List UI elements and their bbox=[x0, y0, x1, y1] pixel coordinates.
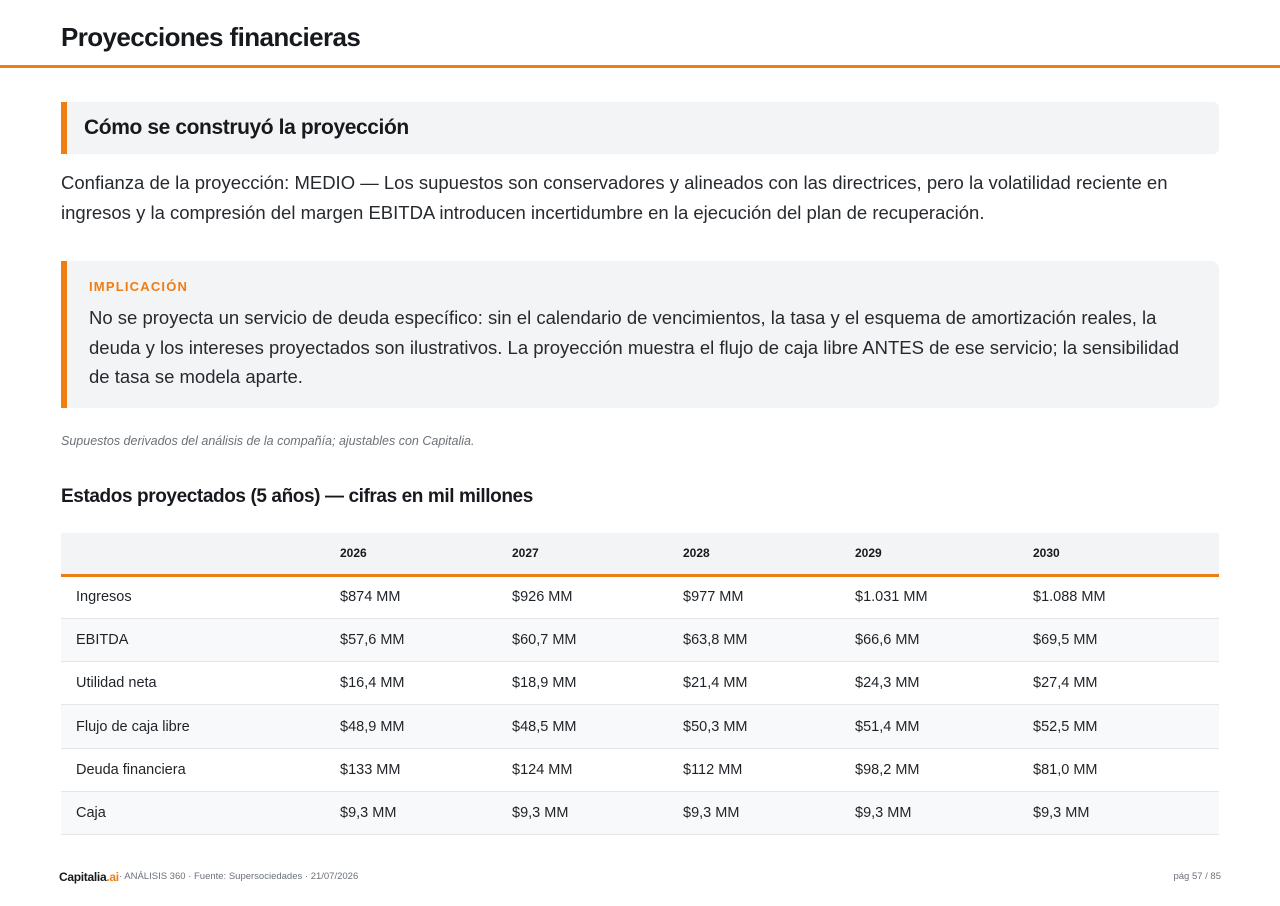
table-cell: $50,3 MM bbox=[683, 718, 748, 735]
header-cell-2027: 2027 bbox=[512, 533, 683, 575]
table-row bbox=[61, 575, 1219, 618]
table-cell: $977 MM bbox=[683, 589, 744, 606]
page-number: pág 57 / 85 bbox=[1173, 871, 1221, 882]
header-cell-2029: 2029 bbox=[855, 533, 1033, 575]
table-cell: $52,5 MM bbox=[1033, 718, 1098, 735]
section-heading-text: Cómo se construyó la proyección bbox=[84, 116, 409, 139]
table-cell: $21,4 MM bbox=[683, 675, 748, 692]
table-cell: $66,6 MM bbox=[855, 631, 920, 648]
table-cell: $9,3 MM bbox=[340, 805, 397, 822]
row-label: Ingresos bbox=[76, 589, 132, 606]
table-cell: $926 MM bbox=[512, 589, 573, 606]
table-cell: $24,3 MM bbox=[855, 675, 920, 692]
table-cell: $81,0 MM bbox=[1033, 761, 1098, 778]
table-cell: $133 MM bbox=[340, 761, 401, 778]
row-label: Caja bbox=[76, 805, 106, 822]
table-cell: $51,4 MM bbox=[855, 718, 920, 735]
table-cell: $27,4 MM bbox=[1033, 675, 1098, 692]
brand-suffix: .ai bbox=[106, 870, 119, 884]
table-cell: $874 MM bbox=[340, 589, 401, 606]
header-cell-2028: 2028 bbox=[683, 533, 855, 575]
table-cell: $63,8 MM bbox=[683, 631, 748, 648]
table-cell: $98,2 MM bbox=[855, 761, 920, 778]
section-heading bbox=[61, 102, 1219, 154]
table-cell: $48,5 MM bbox=[512, 718, 577, 735]
page-header bbox=[0, 0, 1280, 68]
table-header-row bbox=[61, 533, 1219, 575]
page-title: Proyecciones financieras bbox=[61, 22, 361, 52]
assumptions-note: Supuestos derivados del análisis de la compañía; ajustables con Capitalia. bbox=[61, 434, 475, 448]
confidence-statement: Confianza de la proyección: MEDIO — Los supuestos son conservadores y alineados con las directrices, pero la volatilidad reciente en ingresos y la compresión del margen EBITDA introducen incertidumbre en la ejecución del plan de recuperación. bbox=[61, 172, 1168, 223]
row-label: EBITDA bbox=[76, 631, 129, 648]
table-cell: $9,3 MM bbox=[1033, 805, 1090, 822]
table-row bbox=[61, 748, 1219, 791]
brand-logo bbox=[59, 870, 119, 884]
table-cell: $9,3 MM bbox=[512, 805, 569, 822]
row-label: Deuda financiera bbox=[76, 761, 186, 778]
table-cell: $1.031 MM bbox=[855, 589, 928, 606]
table-cell: $16,4 MM bbox=[340, 675, 405, 692]
table-row bbox=[61, 662, 1219, 705]
table-row bbox=[61, 705, 1219, 748]
table-cell: $69,5 MM bbox=[1033, 631, 1098, 648]
table-title: Estados proyectados (5 años) — cifras en mil millones bbox=[61, 486, 533, 507]
projections-table bbox=[61, 533, 1219, 835]
row-label: Utilidad neta bbox=[76, 675, 157, 692]
table-cell: $9,3 MM bbox=[855, 805, 912, 822]
row-label: Flujo de caja libre bbox=[76, 718, 190, 735]
brand-name: Capitalia bbox=[59, 870, 107, 884]
header-cell-2026: 2026 bbox=[340, 533, 512, 575]
table-row bbox=[61, 618, 1219, 661]
table-cell: $112 MM bbox=[683, 761, 743, 778]
callout-text: No se proyecta un servicio de deuda específico: sin el calendario de vencimientos, la tasa y el esquema de amortización reales, la deuda y los intereses proyectados son ilustrativos. La proyección muestra el flujo de caja libre ANTES de ese servicio; la sensibilidad de tasa se modela aparte. bbox=[89, 307, 1180, 387]
header-cell-label bbox=[61, 533, 340, 575]
table-cell: $124 MM bbox=[512, 761, 573, 778]
table-cell: $60,7 MM bbox=[512, 631, 577, 648]
page-footer bbox=[59, 870, 1221, 886]
table-cell: $9,3 MM bbox=[683, 805, 740, 822]
table-cell: $1.088 MM bbox=[1033, 589, 1106, 606]
callout-label: IMPLICACIÓN bbox=[89, 279, 189, 294]
implication-callout bbox=[61, 261, 1219, 408]
header-cell-2030: 2030 bbox=[1033, 533, 1219, 575]
table-row bbox=[61, 791, 1219, 834]
table-cell: $57,6 MM bbox=[340, 631, 405, 648]
table-cell: $48,9 MM bbox=[340, 718, 405, 735]
table-cell: $18,9 MM bbox=[512, 675, 577, 692]
footer-meta: · ANÁLISIS 360 · Fuente: Supersociedades · 21/07/2026 bbox=[119, 871, 359, 882]
